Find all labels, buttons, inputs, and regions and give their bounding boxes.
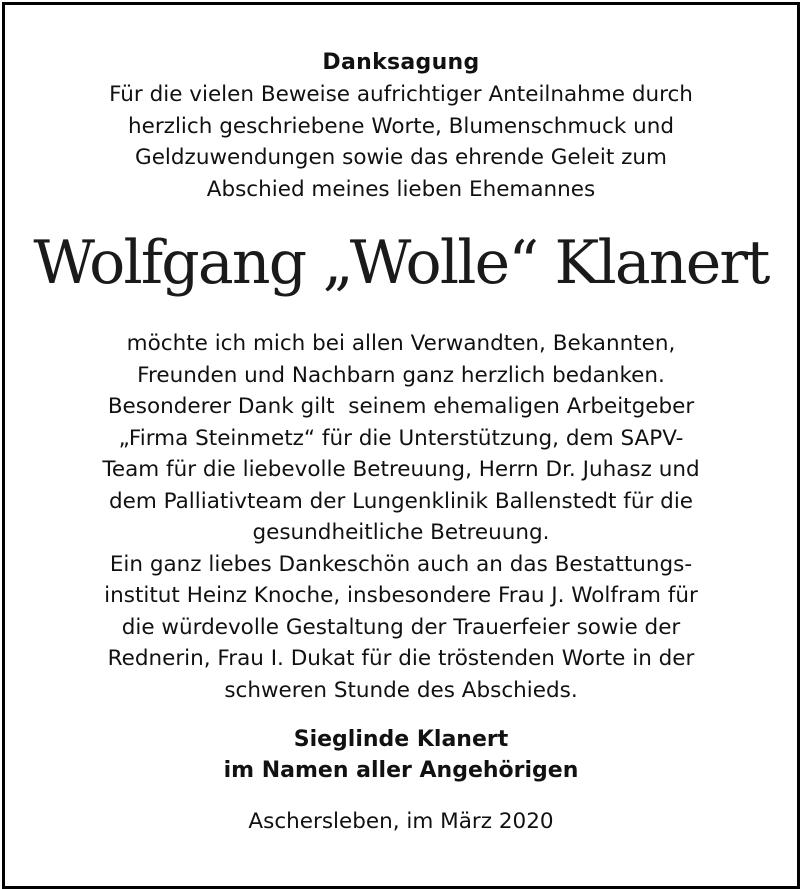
body-line: Rednerin, Frau I. Dukat für die tröstenden Worte in der [107,646,695,671]
signature-name: Sieglinde Klanert [293,727,509,752]
body-line: institut Heinz Knoche, insbesondere Frau J. Wolfram für [104,583,698,608]
intro-line: Für die vielen Beweise aufrichtiger Anteilnahme durch [109,82,693,107]
body-line: „Firma Steinmetz“ für die Unterstützung, dem SAPV- [118,425,684,451]
body-line: dem Palliativteam der Lungenklinik Ballenstedt für die [108,488,694,514]
notice-heading: Danksagung [322,50,480,75]
place-date: Aschersleben, im März 2020 [248,809,554,834]
notice-border [2,2,800,889]
intro-paragraph [5,79,797,205]
body-line: die würdevolle Gestaltung der Trauerfeier sowie der [121,614,681,640]
body-line: gesundheitliche Betreuung. [252,520,550,545]
body-line: Ein ganz liebes Dankeschön auch an das Bestattungs- [109,551,693,577]
body-line: Team für die liebevolle Betreuung, Herrn Dr. Juhasz und [102,457,700,482]
body-paragraph [5,328,797,706]
deceased-name: Wolfgang „Wolle“ Klanert [33,228,769,298]
body-line: Freunden und Nachbarn ganz herzlich bedanken. [137,362,665,388]
body-line: möchte ich mich bei allen Verwandten, Bekannten, [126,331,676,356]
intro-line: Abschied meines lieben Ehemannes [206,176,596,202]
body-line: Besonderer Dank gilt seinem ehemaligen Arbeitgeber [107,394,695,419]
intro-line: herzlich geschriebene Worte, Blumenschmuck und [127,113,675,139]
signature-subline: im Namen aller Angehörigen [223,758,579,783]
signature-block [5,724,797,786]
intro-line: Geldzuwendungen sowie das ehrende Geleit zum [135,145,667,170]
body-line: schweren Stunde des Abschieds. [224,677,578,703]
notice-content [5,5,797,837]
